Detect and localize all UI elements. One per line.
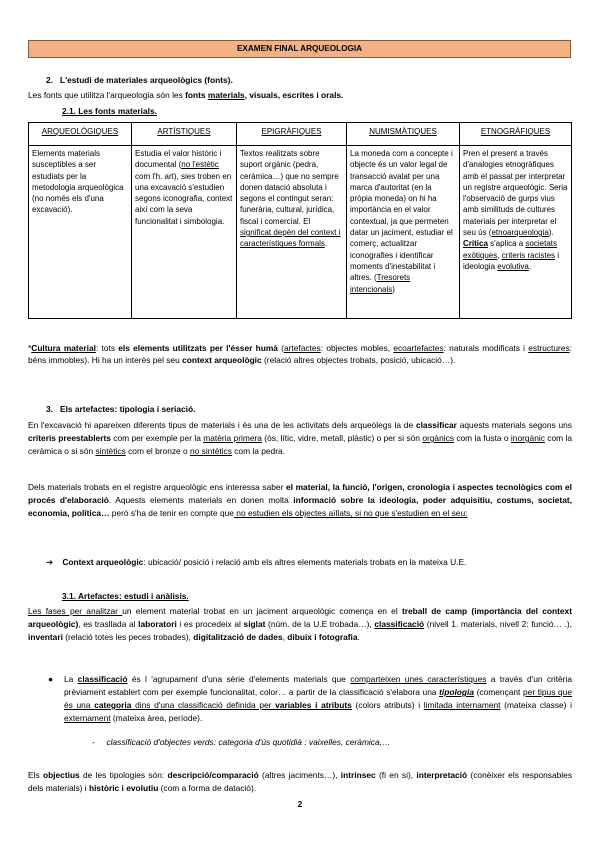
- text: com la pedra.: [231, 446, 285, 456]
- text: i ideologia: [463, 250, 560, 271]
- text: ).: [548, 228, 554, 238]
- arrow-icon: ➔: [46, 557, 54, 567]
- text: : ubicació/ posició i relació amb els altres elements materials trobats en la mateixa U.E.: [143, 557, 467, 567]
- section-3-paragraph-2: [28, 481, 572, 520]
- text: (núm. de la U.E trobada…),: [265, 619, 375, 629]
- text: (mateixa àrea, període).: [110, 713, 203, 723]
- text: informació sobre la ideologia, poder adquisitiu, costums, societat, economia, política…: [28, 495, 572, 518]
- text: tipologia: [439, 687, 475, 697]
- text: Dels materials trobats en el registre arqueològic ens interessa saber: [28, 482, 286, 492]
- text: històric i evolutiu: [88, 783, 159, 793]
- sub-bullet: [92, 736, 390, 748]
- text: però s'ha de tenir en compte que: [109, 508, 234, 518]
- subsection-title: 3.1. Artefactes: estudi i anàlisis.: [62, 591, 189, 601]
- header-etnografiques: ETNOGRÀFIQUES: [460, 123, 572, 146]
- text: intrínsec: [340, 770, 376, 780]
- text: significat depèn del context i característiques formals: [240, 228, 341, 249]
- text: el material, la funció, l'origen, cronologia i aspectes tecnològics com el procés d'elaboració: [28, 482, 572, 505]
- cell-numismatiques: [347, 146, 460, 319]
- text: és l 'agrupament d'una sèrie d'elements materials que: [127, 674, 351, 684]
- cell-etnografiques: [460, 146, 572, 319]
- text: Context arqueològic: [62, 557, 144, 567]
- text: Les fonts que utilitza l'arqueologia són les: [28, 90, 186, 100]
- table-header-row: [29, 123, 572, 146]
- text: Cultura material: [31, 343, 96, 353]
- header-epigrafiques: EPIGRÀFIQUES: [237, 123, 347, 146]
- text: inorgànic: [510, 433, 545, 443]
- text: ): [392, 284, 395, 294]
- cell-epigrafiques: [237, 146, 347, 319]
- text: com per exemple per la: [110, 433, 204, 443]
- text: criteris preestablerts: [28, 433, 111, 443]
- text: classificar: [415, 420, 457, 430]
- text: ,: [282, 632, 288, 642]
- text: i es procedeix al: [176, 619, 244, 629]
- text: .: [528, 261, 532, 271]
- text: laboratori: [138, 619, 177, 629]
- cultura-material-note: [28, 342, 572, 367]
- text: evolutiva: [497, 261, 529, 271]
- text: (relació altres objectes trobats, posició, ubicació…).: [261, 355, 456, 366]
- text: (començant: [474, 687, 523, 697]
- text: orgànics: [422, 433, 454, 443]
- text: sintètics: [95, 446, 126, 456]
- text: inventari: [28, 632, 63, 642]
- header-numismatiques: NUMISMÀTIQUES: [347, 123, 460, 146]
- text: interpretació: [416, 770, 468, 780]
- section-title: L'estudi de materiales arqueològics (fonts).: [59, 75, 233, 85]
- text: dins d'una classificació definida per: [131, 700, 276, 710]
- section-2-intro: [28, 89, 343, 101]
- text: *: [28, 343, 32, 353]
- text: a través d'un critèria prèviament establert com per exemple funcionalitat, color… a partir de la classificació s'elabora una: [64, 674, 572, 697]
- text: La: [64, 674, 78, 684]
- text: (altres jaciments…),: [258, 770, 341, 780]
- text: classificació: [374, 619, 425, 629]
- text: per tipus que és una: [64, 687, 572, 710]
- text: materials: [207, 90, 245, 100]
- text: etnoarqueologia: [491, 228, 549, 238]
- text: no sintètics: [190, 446, 232, 456]
- header-arqueologiques: ARQUEOLÒGIQUES: [29, 123, 132, 146]
- text: Tresorets intencionals: [350, 273, 411, 294]
- text: com la ceràmica o si són: [28, 433, 572, 456]
- text: , es trasllada al: [78, 619, 139, 629]
- text: no l'estètic: [181, 160, 219, 170]
- text: Estudia el valor històric i documental (: [135, 149, 222, 170]
- sources-table: [28, 122, 572, 319]
- page-number: 2: [297, 799, 303, 809]
- text: comparteixen unes característiques: [350, 674, 487, 684]
- text: els elements utilitzats per l'ésser humà: [118, 343, 278, 353]
- context-arqueologic-line: [46, 556, 466, 568]
- text: Pren el present a través d'analogies etnogràfiques amb el passat per interpretar un registre arqueològic. Seria l'observació de gurps vius amb similituds de cultures materials per interpretar el seu ús (: [463, 149, 568, 238]
- objectius-paragraph: [28, 769, 572, 795]
- text: siglat: [243, 619, 266, 629]
- text: objectius: [42, 770, 80, 780]
- text: : tots: [95, 343, 119, 353]
- text: classificació: [77, 674, 128, 684]
- subsection-3-1-heading: [62, 590, 189, 602]
- classificacio-bullet: [64, 673, 572, 725]
- text: classificació d'objectes verds: categoria d'ús quotidià : vaixelles, ceràmica,…: [106, 737, 391, 747]
- text: (fi en si),: [375, 770, 417, 780]
- text: : naturals modificats i: [443, 343, 529, 353]
- section-3-heading: [46, 403, 195, 415]
- text: treball de camp (importància del context arqueològic): [28, 606, 572, 629]
- text: dibuix i fotografia: [287, 632, 358, 642]
- text: matèria primera: [203, 433, 262, 443]
- table-row: [29, 146, 572, 319]
- text: (com a forma de datació).: [158, 783, 257, 793]
- text: variables i atributs: [275, 700, 352, 710]
- text: .: [324, 239, 328, 249]
- text: Crítica: [463, 239, 488, 249]
- section-number: 3.: [46, 404, 53, 414]
- exam-title: EXAMEN FINAL ARQUEOLOGIA: [236, 44, 363, 53]
- text: criteris racistes: [501, 250, 556, 260]
- text: com la fusta o: [453, 433, 511, 443]
- text: : objectes mobles,: [320, 343, 394, 353]
- text: En l'excavació hi apareixen diferents tipus de materials i és una de les activitats dels arqueòlegs la de: [28, 420, 416, 430]
- text: ecoartefactes: [393, 343, 444, 353]
- bullet-icon: ●: [48, 674, 54, 684]
- subsection-2-1-heading: [62, 105, 157, 117]
- text: artefactes: [283, 343, 321, 353]
- dash-icon: -: [92, 737, 95, 747]
- text: .: [357, 632, 360, 642]
- text: descripció/comparació: [167, 770, 259, 780]
- section-number: 2.: [46, 75, 53, 85]
- header-artistiques: ARTÍSTIQUES: [132, 123, 237, 146]
- text: Textos realitzats sobre suport orgànic (pedra, ceràmica…) que no sempre donen datació absoluta i segons el contingut seran: funerària, cultural, jurídica, fiscal i comercial. El: [240, 149, 339, 226]
- text: aquests materials segons uns: [456, 420, 572, 430]
- text: Els: [28, 770, 43, 780]
- cell-artistiques: [132, 146, 237, 319]
- text: (mateixa classe) i: [500, 700, 572, 710]
- section-2-heading: [46, 74, 233, 86]
- text: externament: [64, 713, 111, 723]
- cell-arqueologiques: [29, 146, 132, 319]
- text: : béns immobles). Hi ha un interès pel seu: [28, 343, 572, 366]
- text: (relació totes les peces trobades),: [62, 632, 194, 642]
- section-title: Els artefactes: tipologia i seriació.: [59, 404, 196, 414]
- text: com el bronze o: [125, 446, 191, 456]
- text: Les fases per analitzar: [28, 606, 123, 616]
- text: com l'h. art), sies troben en una excavació s'estudien segons iconografia, context així com la seva funcionalitat i simbologia.: [135, 171, 233, 226]
- text: societats exòtiques: [463, 239, 558, 260]
- text: (nivell 1. materials, nivell 2: funció… .),: [424, 619, 573, 629]
- text: (: [277, 343, 284, 353]
- text: no estudien els objectes aïllats, si no que s'estudien en el seu:: [233, 508, 468, 518]
- exam-title-banner: [28, 40, 571, 58]
- text: Elements materials susceptibles a ser estudiats per la metodologia arqueològica (no només els d'una excavació).: [32, 149, 124, 215]
- text: un element material trobat en un jaciment arqueològic comença en el: [122, 606, 402, 616]
- text: digitalització de dades: [193, 632, 283, 642]
- text: limitada internament: [423, 700, 501, 710]
- text: estructures: [528, 343, 570, 353]
- text: categoria: [94, 700, 132, 710]
- text: (òs, lític, vidre, metall, plàstic) o per si són: [261, 433, 423, 443]
- text: , visuals, escrites i orals.: [244, 90, 344, 100]
- text: (conèixer els responsables dels materials) i: [28, 770, 573, 793]
- text: (colors atributs) i: [351, 700, 424, 710]
- text: . Aquests elements materials en donen molta: [108, 495, 294, 505]
- text: ,: [497, 250, 502, 260]
- text: fonts: [185, 90, 208, 100]
- section-3-1-paragraph: [28, 605, 572, 644]
- section-3-paragraph-1: [28, 419, 572, 458]
- text: s'aplica a: [487, 239, 526, 249]
- text: context arqueològic: [182, 355, 262, 366]
- text: La moneda com a concepte i objecte és un valor legal de transacció avalat per una marca d'autoritat (en la pròpia moneda) on hi ha importància en el valor contextual, ja que permeten datar un jaciment, estudiar el comerç, actualitzar iconografies i identificar moments d'inestabilitat i altres. (: [350, 149, 453, 283]
- text: de les tipologies són:: [79, 770, 168, 780]
- subsection-title: 2.1. Les fonts materials.: [62, 106, 157, 116]
